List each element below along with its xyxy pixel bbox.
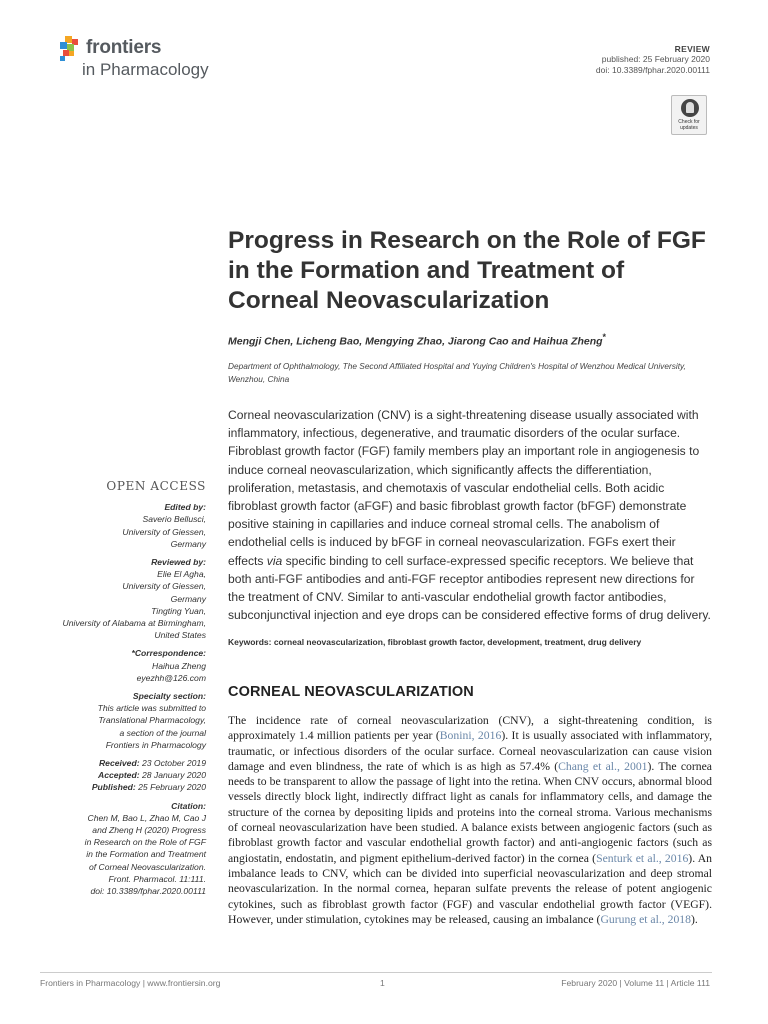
correspondence-email[interactable]: eyezhh@126.com — [136, 672, 206, 683]
bookmark-icon — [681, 99, 699, 117]
citation-link[interactable]: Chang et al., 2001 — [558, 759, 648, 773]
author-list — [228, 332, 718, 348]
reviewer2-affil2: United States — [154, 630, 206, 641]
logo-text-journal: in Pharmacology — [82, 60, 209, 79]
specialty-line4: Frontiers in Pharmacology — [105, 739, 206, 750]
received-date: 23 October 2019 — [141, 758, 206, 769]
dates-section — [40, 757, 206, 794]
article-type: REVIEW — [674, 44, 710, 54]
correspondence-name: Haihua Zheng — [152, 660, 206, 671]
specialty-line1: This article was submitted to — [97, 703, 206, 714]
section-body — [228, 713, 712, 927]
abstract-via: via — [266, 553, 283, 568]
citation-line2: and Zheng H (2020) Progress — [92, 825, 206, 836]
published-date-sidebar: 25 February 2020 — [138, 782, 206, 793]
body-text-5: ). — [691, 912, 698, 926]
sidebar — [40, 480, 206, 903]
reviewer1-name[interactable]: Elie El Agha, — [157, 569, 206, 580]
abstract-part2: specific binding to cell surface-expressed specific receptors. We believe that both anti-FGF antibodies and anti-FGF receptor antibodies represent new directions for the treatment of CNV. Similar to anti-vascular endothelial growth factor antibodies, subconjunctival injection and eye drops can be considered effective forms of drug delivery. — [228, 553, 711, 623]
edited-by-section — [40, 501, 206, 550]
reviewed-by-label: Reviewed by: — [151, 557, 206, 568]
reviewer2-affil1: University of Alabama at Birmingham, — [62, 618, 206, 629]
editor-affil1: University of Giessen, — [122, 526, 206, 537]
check-for-updates-button[interactable] — [671, 95, 707, 135]
article-meta — [510, 44, 710, 76]
footer-issue: February 2020 | Volume 11 | Article 111 — [561, 978, 710, 988]
check-updates-label — [672, 119, 706, 131]
edited-by-label: Edited by: — [164, 502, 206, 513]
reviewer1-affil1: University of Giessen, — [122, 581, 206, 592]
accepted-row — [40, 769, 206, 781]
frontiers-logo-icon — [58, 36, 84, 64]
reviewer1-affil2: Germany — [170, 593, 206, 604]
citation-section — [40, 800, 206, 898]
page-number: 1 — [380, 978, 385, 988]
article-title: Progress in Research on the Role of FGF in the Formation and Treatment of Corneal Neovascularization — [228, 227, 706, 314]
section-heading: CORNEAL NEOVASCULARIZATION — [228, 684, 474, 700]
body-text-1: The incidence rate of corneal neovascularization (CNV), a sight-threatening condition, is approximately 1.4 million patients per year ( — [228, 714, 712, 743]
specialty-section — [40, 690, 206, 751]
abstract-part1: Corneal neovascularization (CNV) is a sight-threatening disease usually associated with inflammatory, infectious, degenerative, and traumatic disorders of the ocular surface. Fibroblast growth factor (FGF) family members play an important role in angiogenesis to induce corneal neovascularization, which significantly affects the differentiation, proliferation, metastasis, and chemotaxis of vascular endothelial cells. Both acidic fibroblast growth factor (aFGF) and basic fibroblast growth factor (bFGF) demonstrate positive staining in capillaries and induce corneal stromal cells. The anabolism of endothelial cells is induced by bFGF in corneal neovascularization. FGFs exert their effects — [228, 408, 700, 568]
corresponding-mark: * — [602, 332, 607, 342]
received-row — [40, 757, 206, 769]
reviewed-by-section — [40, 556, 206, 641]
author-names[interactable]: Mengji Chen, Licheng Bao, Mengying Zhao, Jiarong Cao and Haihua Zheng — [228, 335, 603, 348]
citation-link[interactable]: Senturk et al., 2016 — [596, 851, 689, 865]
citation-line7[interactable]: doi: 10.3389/fphar.2020.00111 — [90, 886, 206, 897]
specialty-line3: a section of the journal — [119, 727, 206, 738]
journal-logo[interactable] — [58, 36, 238, 82]
accepted-date: 28 January 2020 — [141, 770, 206, 781]
correspondence-section — [40, 647, 206, 684]
editor-name[interactable]: Saverio Bellusci, — [142, 514, 206, 525]
citation-label: Citation: — [171, 800, 206, 811]
affiliation: Department of Ophthalmology, The Second Affiliated Hospital and Yuying Children's Hospital of Wenzhou Medical University, Wenzhou, China — [228, 361, 686, 384]
specialty-line2: Translational Pharmacology, — [98, 715, 206, 726]
citation-line3: in Research on the Role of FGF — [84, 837, 206, 848]
correspondence-label: *Correspondence: — [131, 648, 206, 659]
citation-link[interactable]: Gurung et al., 2018 — [600, 912, 691, 926]
open-access-label[interactable]: OPEN ACCESS — [106, 479, 206, 493]
citation-line6: Front. Pharmacol. 11:111. — [108, 873, 206, 884]
citation-line1: Chen M, Bao L, Zhao M, Cao J — [87, 812, 206, 823]
body-text-4: ). An imbalance leads to CNV, which can be divided into superficial neovascularization and deep stromal neovascularization. In the normal cornea, heparan sulfate prevents the release of potent angiogenic cytokines, such as fibroblast growth factor (FGF) and vascular endothelial growth factor (VEGF). However, under stimulation, cytokines may be released, causing an imbalance ( — [228, 851, 713, 926]
check-updates-line1: Check for — [678, 119, 700, 125]
abstract — [228, 406, 712, 624]
citation-link[interactable]: Bonini, 2016 — [439, 729, 502, 743]
body-text-2: ). It is usually associated with inflammatory, traumatic, or infectious disorders of the ocular surface. Corneal neovascularization can cause vision damage and even blindness, the rate of which is as high as 57.4% ( — [228, 729, 712, 773]
citation-line5: of Corneal Neovascularization. — [88, 861, 206, 872]
footer-divider — [40, 972, 712, 973]
accepted-label: Accepted: — [98, 770, 140, 781]
received-label: Received: — [98, 758, 140, 769]
published-row — [40, 781, 206, 793]
published-label: Published: — [91, 782, 136, 793]
check-updates-line2: updates — [680, 125, 698, 131]
editor-affil2: Germany — [170, 538, 206, 549]
keywords: Keywords: corneal neovascularization, fibroblast growth factor, development, treatment, drug delivery — [228, 637, 642, 647]
specialty-label: Specialty section: — [132, 691, 206, 702]
body-text-3: ). The cornea needs to be transparent to allow the passage of light into the retina. When CNV occurs, abnormal blood vessels directly block light, indirectly diffract light as canals for inflammatory cells, and damage the structure of the cornea by depositing lipids and proteins into the corneal stroma. Various mechanisms of corneal neovascularization have been studied. A balance exists between angiogenic factors (such as fibroblast growth factor and vascular endothelial growth factor) and anti-angiogenic factors (such as angiostatin, endostatin, and pigment epithelium-derived factor) in the cornea ( — [228, 759, 712, 865]
doi-link[interactable]: doi: 10.3389/fphar.2020.00111 — [595, 65, 710, 75]
citation-line4: in the Formation and Treatment — [86, 849, 206, 860]
reviewer2-name[interactable]: Tingting Yuan, — [151, 605, 206, 616]
published-date: published: 25 February 2020 — [601, 54, 710, 64]
footer-journal[interactable]: Frontiers in Pharmacology | www.frontiersin.org — [40, 978, 221, 988]
logo-text-frontiers: frontiers — [86, 37, 162, 58]
